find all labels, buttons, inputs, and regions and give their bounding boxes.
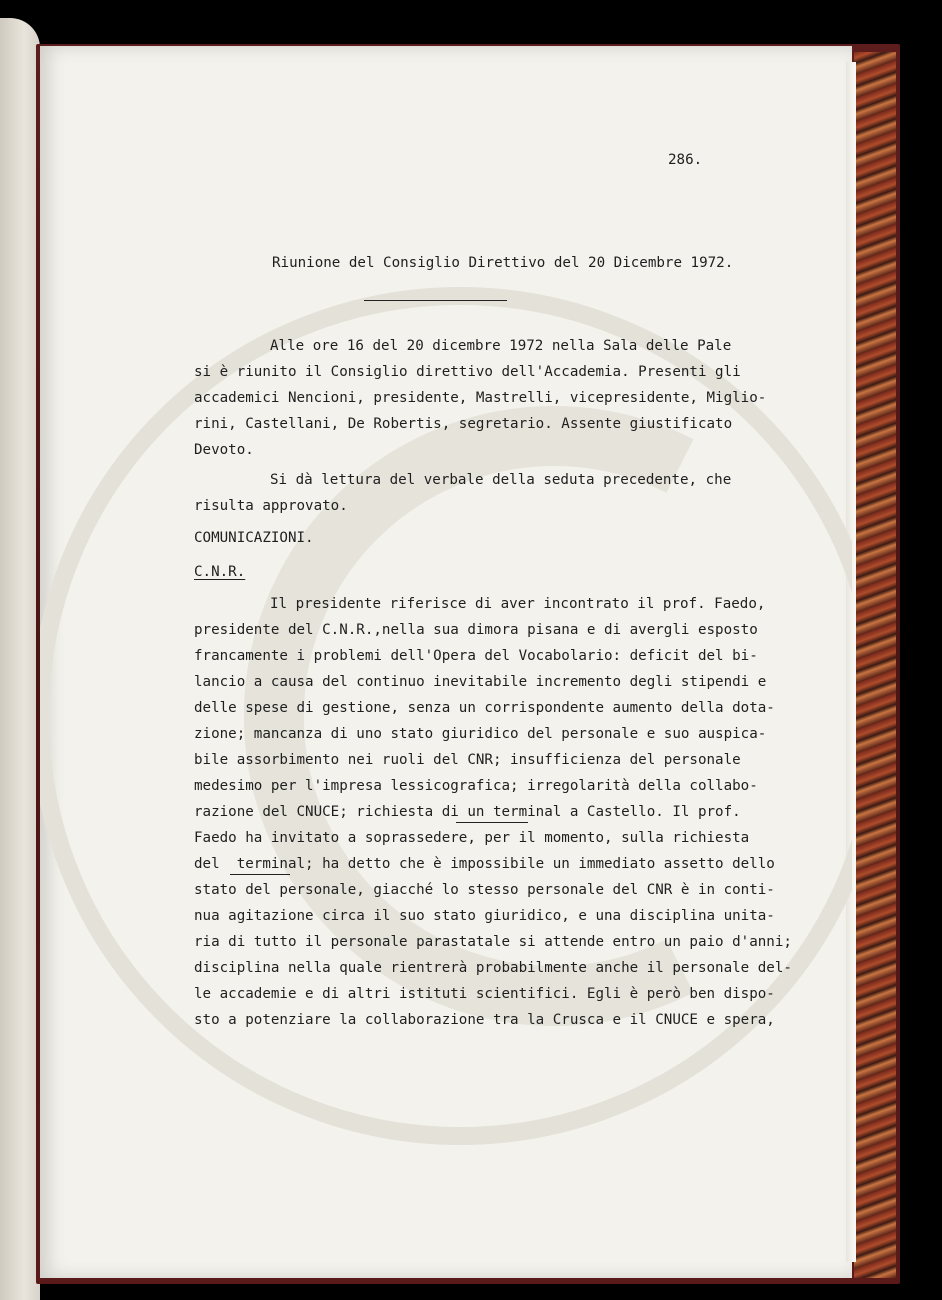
subsection-heading: C.N.R. [194,564,246,580]
text-line: le accademie e di altri istituti scientifici. Egli è però ben dispo- [194,986,775,1002]
terminal-underline [230,874,290,875]
text-line: Devoto. [194,442,254,458]
text-line: accademici Nencioni, presidente, Mastrelli, vicepresidente, Miglio- [194,390,767,406]
text-line: del terminal; ha detto che è impossibile un immediato assetto dello [194,856,775,872]
section-heading: COMUNICAZIONI. [194,530,314,546]
text-line: medesimo per l'impresa lessicografica; irregolarità della collabo- [194,778,758,794]
text-line: Il presidente riferisce di aver incontrato il prof. Faedo, [270,596,766,612]
text-line: si è riunito il Consiglio direttivo dell'Accademia. Presenti gli [194,364,741,380]
text-line: Faedo ha invitato a soprassedere, per il momento, sulla richiesta [194,830,750,846]
title-rule [364,300,507,301]
marbled-edge [854,52,896,1278]
terminal-underline [456,822,528,823]
text-line: rini, Castellani, De Robertis, segretario. Assente giustificato [194,416,733,432]
page-number: 286. [668,152,703,168]
text-line: zione; mancanza di uno stato giuridico del personale e suo auspica- [194,726,767,742]
text-line: disciplina nella quale rientrerà probabilmente anche il personale del- [194,960,792,976]
text-line: delle spese di gestione, senza un corrispondente aumento della dota- [194,700,775,716]
document-title: Riunione del Consiglio Direttivo del 20 Dicembre 1972. [272,255,734,271]
text-line: stato del personale, giacché lo stesso personale del CNR è in conti- [194,882,775,898]
page-stack-edge [846,62,856,1262]
text-line: lancio a causa del continuo inevitabile incremento degli stipendi e [194,674,767,690]
text-line: nua agitazione circa il suo stato giuridico, e una disciplina unita- [194,908,775,924]
text-line: bile assorbimento nei ruoli del CNR; insufficienza del personale [194,752,741,768]
text-line: francamente i problemi dell'Opera del Vocabolario: deficit del bi- [194,648,758,664]
text-line: ria di tutto il personale parastatale si attende entro un paio d'anni; [194,934,792,950]
text-line: Si dà lettura del verbale della seduta precedente, che [270,472,732,488]
text-line: razione del CNUCE; richiesta di un terminal a Castello. Il prof. [194,804,741,820]
text-line: sto a potenziare la collaborazione tra la Crusca e il CNUCE e spera, [194,1012,775,1028]
text-line: presidente del C.N.R.,nella sua dimora pisana e di avergli esposto [194,622,758,638]
facing-page-edge [0,18,40,1300]
text-line: risulta approvato. [194,498,348,514]
text-line: Alle ore 16 del 20 dicembre 1972 nella Sala delle Pale [270,338,732,354]
